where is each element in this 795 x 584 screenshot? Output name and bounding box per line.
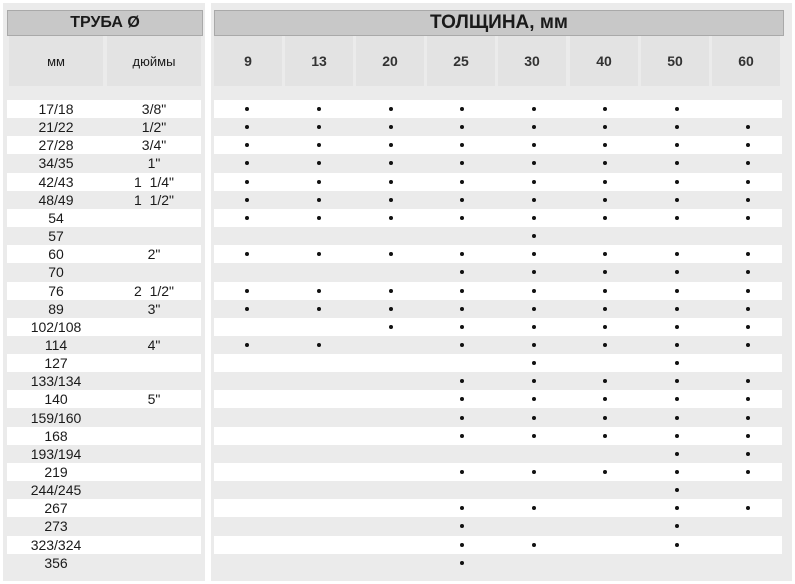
availability-dot <box>245 216 249 220</box>
availability-dot <box>245 343 249 347</box>
pipe-inch-cell <box>107 372 201 390</box>
availability-dot <box>317 143 321 147</box>
availability-dot <box>675 143 679 147</box>
availability-dot <box>603 161 607 165</box>
thickness-header-30: 30 <box>498 36 566 86</box>
pipe-inch-cell <box>107 463 201 481</box>
availability-dot <box>746 325 750 329</box>
availability-dot <box>675 216 679 220</box>
availability-dot <box>675 397 679 401</box>
pipe-mm-cell: 114 <box>44 337 68 353</box>
availability-dot <box>675 416 679 420</box>
availability-dot <box>675 107 679 111</box>
availability-dot <box>746 143 750 147</box>
availability-dot <box>532 361 536 365</box>
availability-dot <box>746 198 750 202</box>
availability-dot <box>746 416 750 420</box>
pipe-inch-cell <box>107 445 201 463</box>
availability-dot <box>460 143 464 147</box>
pipe-mm-cell: 127 <box>44 355 68 371</box>
row-stripe-right <box>214 463 782 481</box>
availability-dot <box>675 252 679 256</box>
thickness-title: ТОЛЩИНА, мм <box>214 10 784 36</box>
pipe-mm-cell: 140 <box>44 391 68 407</box>
availability-dot <box>603 343 607 347</box>
pipe-mm-cell: 34/35 <box>38 155 74 171</box>
availability-dot <box>746 125 750 129</box>
pipe-mm-cell: 267 <box>44 500 68 516</box>
availability-dot <box>746 307 750 311</box>
availability-dot <box>532 125 536 129</box>
availability-dot <box>746 180 750 184</box>
availability-dot <box>460 107 464 111</box>
availability-dot <box>675 125 679 129</box>
availability-dot <box>603 397 607 401</box>
availability-dot <box>532 307 536 311</box>
availability-dot <box>389 107 393 111</box>
availability-dot <box>603 379 607 383</box>
thickness-header-20: 20 <box>356 36 424 86</box>
row-stripe-right <box>214 427 782 445</box>
pipe-mm-cell: 356 <box>44 555 68 571</box>
row-stripe-right <box>214 173 782 191</box>
availability-dot <box>460 325 464 329</box>
availability-dot <box>675 434 679 438</box>
availability-dot <box>675 488 679 492</box>
availability-dot <box>245 107 249 111</box>
pipe-inch-cell: 3" <box>147 301 161 317</box>
availability-dot <box>746 289 750 293</box>
row-stripe-right <box>214 499 782 517</box>
pipe-mm-cell: 159/160 <box>30 410 82 426</box>
availability-dot <box>675 325 679 329</box>
availability-dot <box>460 397 464 401</box>
availability-dot <box>245 307 249 311</box>
pipe-mm-cell: 17/18 <box>38 101 74 117</box>
availability-dot <box>460 543 464 547</box>
pipe-inch-cell <box>107 409 201 427</box>
availability-dot <box>746 343 750 347</box>
availability-dot <box>245 125 249 129</box>
availability-dot <box>460 506 464 510</box>
pipe-inch-cell <box>107 354 201 372</box>
availability-dot <box>460 216 464 220</box>
availability-dot <box>603 107 607 111</box>
availability-dot <box>603 434 607 438</box>
availability-dot <box>245 289 249 293</box>
availability-dot <box>389 289 393 293</box>
availability-dot <box>746 452 750 456</box>
pipe-mm-cell: 70 <box>48 264 64 280</box>
availability-dot <box>603 198 607 202</box>
pipe-mm-cell: 76 <box>48 283 64 299</box>
availability-dot <box>603 289 607 293</box>
availability-dot <box>675 379 679 383</box>
availability-dot <box>460 125 464 129</box>
availability-dot <box>389 143 393 147</box>
availability-dot <box>532 416 536 420</box>
availability-dot <box>603 216 607 220</box>
availability-dot <box>389 161 393 165</box>
availability-dot <box>532 180 536 184</box>
availability-dot <box>317 343 321 347</box>
pipe-mm-cell: 21/22 <box>38 119 74 135</box>
pipe-inch-cell <box>107 554 201 572</box>
availability-dot <box>603 125 607 129</box>
availability-dot <box>389 307 393 311</box>
availability-dot <box>746 397 750 401</box>
availability-dot <box>317 216 321 220</box>
availability-dot <box>245 143 249 147</box>
pipe-inch-cell: 2" <box>147 246 161 262</box>
availability-dot <box>460 198 464 202</box>
pipe-inch-cell <box>107 209 201 227</box>
pipe-mm-cell: 60 <box>48 246 64 262</box>
availability-dot <box>317 125 321 129</box>
availability-dot <box>675 452 679 456</box>
pipe-mm-cell: 48/49 <box>38 192 74 208</box>
availability-dot <box>603 270 607 274</box>
availability-dot <box>460 180 464 184</box>
pipe-inch-cell <box>107 481 201 499</box>
thickness-header-25: 25 <box>427 36 495 86</box>
pipe-mm-cell: 54 <box>48 210 64 226</box>
availability-dot <box>675 270 679 274</box>
pipe-inch-cell <box>107 536 201 554</box>
pipe-mm-cell: 323/324 <box>30 537 82 553</box>
availability-dot <box>389 216 393 220</box>
availability-dot <box>460 307 464 311</box>
availability-dot <box>317 180 321 184</box>
availability-dot <box>389 198 393 202</box>
availability-dot <box>389 180 393 184</box>
pipe-mm-cell: 27/28 <box>38 137 74 153</box>
availability-dot <box>317 107 321 111</box>
availability-dot <box>317 307 321 311</box>
availability-dot <box>245 252 249 256</box>
availability-dot <box>460 289 464 293</box>
availability-dot <box>317 289 321 293</box>
availability-dot <box>389 125 393 129</box>
availability-dot <box>245 161 249 165</box>
availability-dot <box>675 543 679 547</box>
availability-dot <box>460 434 464 438</box>
availability-dot <box>675 343 679 347</box>
availability-dot <box>746 434 750 438</box>
availability-dot <box>746 470 750 474</box>
pipe-inch-cell <box>107 263 201 281</box>
availability-dot <box>675 506 679 510</box>
availability-dot <box>603 325 607 329</box>
pipe-inch-cell: 1 1/4" <box>134 174 174 190</box>
availability-dot <box>460 470 464 474</box>
availability-dot <box>460 524 464 528</box>
pipe-inch-cell <box>107 318 201 336</box>
availability-dot <box>746 506 750 510</box>
availability-dot <box>603 143 607 147</box>
row-stripe-right <box>214 536 782 554</box>
row-stripe-right <box>214 245 782 263</box>
availability-dot <box>389 252 393 256</box>
availability-dot <box>532 143 536 147</box>
availability-dot <box>317 161 321 165</box>
row-stripe-right <box>214 209 782 227</box>
availability-dot <box>532 107 536 111</box>
pipe-inch-cell: 3/8" <box>141 101 167 117</box>
thickness-header-40: 40 <box>570 36 638 86</box>
pipe-inch-cell: 2 1/2" <box>134 283 174 299</box>
row-stripe-right <box>214 318 782 336</box>
pipe-mm-cell: 133/134 <box>30 373 82 389</box>
row-stripe-right <box>214 100 782 118</box>
availability-dot <box>675 198 679 202</box>
availability-dot <box>532 470 536 474</box>
availability-dot <box>532 343 536 347</box>
column-header-mm: мм <box>9 36 103 86</box>
availability-dot <box>746 252 750 256</box>
pipe-inch-cell <box>107 227 201 245</box>
availability-dot <box>675 361 679 365</box>
thickness-header-60: 60 <box>712 36 780 86</box>
availability-dot <box>603 416 607 420</box>
pipe-mm-cell: 89 <box>48 301 64 317</box>
availability-dot <box>675 307 679 311</box>
availability-dot <box>460 161 464 165</box>
availability-dot <box>603 470 607 474</box>
pipe-inch-cell: 1" <box>147 155 161 171</box>
availability-dot <box>675 180 679 184</box>
row-stripe-right <box>214 354 782 372</box>
availability-dot <box>675 524 679 528</box>
availability-dot <box>460 343 464 347</box>
availability-dot <box>603 252 607 256</box>
availability-dot <box>532 379 536 383</box>
availability-dot <box>532 252 536 256</box>
pipe-inch-cell <box>107 517 201 535</box>
thickness-header-50: 50 <box>641 36 709 86</box>
availability-dot <box>675 161 679 165</box>
thickness-header-13: 13 <box>285 36 353 86</box>
pipe-mm-cell: 193/194 <box>30 446 82 462</box>
availability-dot <box>532 289 536 293</box>
pipe-mm-cell: 219 <box>44 464 68 480</box>
row-stripe-right <box>214 390 782 408</box>
pipe-diameter-title: ТРУБА Ø <box>7 10 203 36</box>
availability-dot <box>460 561 464 565</box>
availability-dot <box>603 307 607 311</box>
availability-dot <box>460 379 464 383</box>
pipe-mm-cell: 273 <box>44 518 68 534</box>
availability-dot <box>746 379 750 383</box>
availability-dot <box>532 161 536 165</box>
availability-dot <box>746 216 750 220</box>
pipe-inch-cell <box>107 427 201 445</box>
availability-dot <box>389 325 393 329</box>
availability-dot <box>532 270 536 274</box>
availability-dot <box>746 161 750 165</box>
availability-dot <box>460 252 464 256</box>
pipe-inch-cell <box>107 499 201 517</box>
availability-dot <box>532 506 536 510</box>
pipe-mm-cell: 244/245 <box>30 482 82 498</box>
pipe-mm-cell: 57 <box>48 228 64 244</box>
availability-dot <box>317 252 321 256</box>
availability-dot <box>532 216 536 220</box>
pipe-inch-cell: 1/2" <box>141 119 167 135</box>
pipe-mm-cell: 102/108 <box>30 319 82 335</box>
availability-dot <box>532 543 536 547</box>
pipe-inch-cell: 4" <box>147 337 161 353</box>
availability-dot <box>532 198 536 202</box>
availability-dot <box>460 270 464 274</box>
pipe-inch-cell: 3/4" <box>141 137 167 153</box>
availability-dot <box>460 416 464 420</box>
availability-dot <box>245 198 249 202</box>
availability-dot <box>245 180 249 184</box>
availability-dot <box>675 470 679 474</box>
availability-dot <box>532 325 536 329</box>
pipe-mm-cell: 168 <box>44 428 68 444</box>
availability-dot <box>532 234 536 238</box>
pipe-mm-cell: 42/43 <box>38 174 74 190</box>
availability-dot <box>532 397 536 401</box>
availability-dot <box>675 289 679 293</box>
row-stripe-right <box>214 282 782 300</box>
availability-dot <box>603 180 607 184</box>
availability-dot <box>532 434 536 438</box>
availability-dot <box>317 198 321 202</box>
pipe-inch-cell: 5" <box>147 391 161 407</box>
availability-dot <box>746 270 750 274</box>
row-stripe-right <box>214 136 782 154</box>
column-header-inch: дюймы <box>107 36 201 86</box>
pipe-inch-cell: 1 1/2" <box>134 192 174 208</box>
thickness-header-9: 9 <box>214 36 282 86</box>
